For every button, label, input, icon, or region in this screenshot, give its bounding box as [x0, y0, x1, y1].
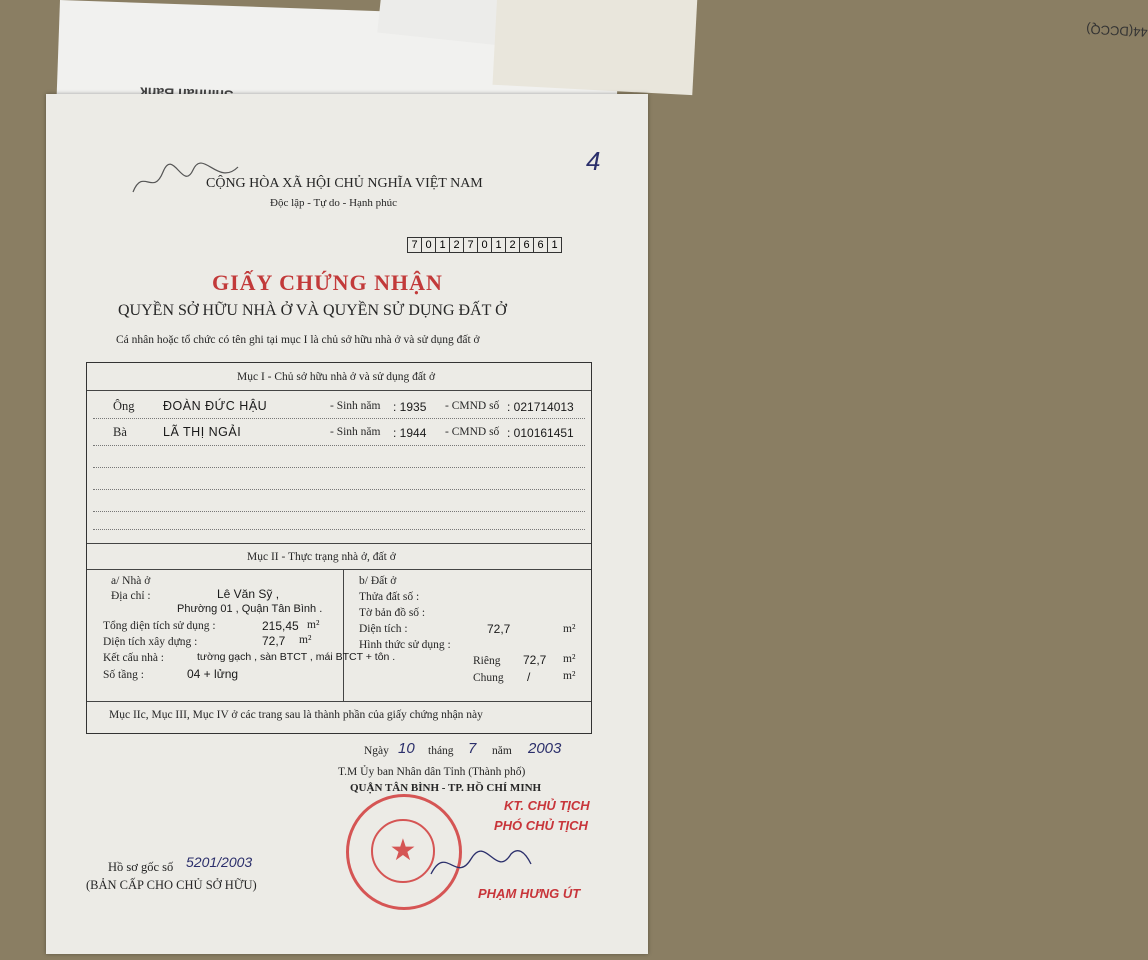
divider: [87, 569, 591, 570]
floors-value: 04 + lửng: [187, 667, 239, 681]
private-value: 72,7: [523, 653, 547, 667]
divider: [87, 701, 591, 702]
owner2-birth-label: - Sinh năm: [330, 426, 381, 438]
owner2-name: LÃ THỊ NGẢI: [163, 425, 242, 439]
star-icon: ★: [389, 834, 417, 867]
issued-note: (BẢN CẤP CHO CHỦ SỞ HỮU): [86, 878, 257, 892]
owner1-id-label: - CMND số: [445, 400, 500, 412]
divider-vertical: [343, 569, 344, 701]
date-year: 2003: [528, 740, 562, 757]
serial-digit: 1: [492, 237, 506, 253]
header-motto: Độc lập - Tự do - Hạnh phúc: [270, 197, 398, 209]
document-title: GIẤY CHỨNG NHẬN: [212, 270, 443, 295]
file-number: 5201/2003: [186, 854, 253, 870]
built-area-unit: m²: [299, 634, 312, 646]
serial-number: [407, 237, 562, 253]
owner2-birth-year: : 1944: [393, 426, 427, 440]
shared-value: /: [527, 670, 531, 684]
land-area-unit: m²: [563, 623, 576, 635]
total-area-unit: m²: [307, 619, 320, 631]
shared-label: Chung: [473, 672, 504, 684]
section2-heading: Mục II - Thực trạng nhà ở, đất ở: [247, 551, 396, 563]
owner2-id-label: - CMND số: [445, 426, 500, 438]
private-unit: m²: [563, 653, 576, 665]
owner1-name: ĐOÀN ĐỨC HẬU: [163, 399, 268, 413]
signature: [426, 834, 536, 894]
owner1-birth-label: - Sinh năm: [330, 400, 381, 412]
date-month: 7: [468, 740, 477, 757]
background-note-paper: [493, 0, 1148, 95]
owner1-title: Ông: [113, 399, 135, 413]
land-heading: b/ Đất ở: [359, 575, 397, 587]
owner1-id: : 021714013: [507, 400, 574, 414]
date-month-label: tháng: [428, 745, 454, 757]
section1-heading: Mục I - Chủ sở hữu nhà ở và sử dụng đất ở: [237, 371, 436, 383]
map-sheet-label: Tờ bản đồ số :: [359, 607, 426, 619]
authority-line2: QUẬN TÂN BÌNH - TP. HỒ CHÍ MINH: [350, 782, 542, 794]
plot-label: Thửa đất số :: [359, 591, 420, 603]
serial-digit: 6: [520, 237, 534, 253]
floors-label: Số tầng :: [103, 669, 144, 681]
document-subtitle: QUYỀN SỞ HỮU NHÀ Ở VÀ QUYỀN SỬ DỤNG ĐẤT Ở: [118, 302, 507, 319]
page-number-handwritten: 4: [586, 146, 601, 176]
serial-digit: 7: [407, 237, 422, 253]
address-line2: Phường 01 , Quận Tân Bình .: [177, 603, 323, 615]
divider: [87, 390, 591, 391]
built-area-value: 72,7: [262, 634, 286, 648]
serial-digit: 7: [464, 237, 478, 253]
house-heading: a/ Nhà ở: [111, 575, 151, 587]
private-label: Riêng: [473, 655, 501, 667]
land-area-label: Diện tích :: [359, 623, 408, 635]
owner1-birth-year: : 1935: [393, 400, 427, 414]
sign-title1: KT. CHỦ TỊCH: [504, 798, 590, 813]
details-table: [86, 362, 592, 734]
structure-value: tường gạch , sàn BTCT , mái BTCT + tôn .: [197, 651, 396, 663]
structure-label: Kết cấu nhà :: [103, 652, 164, 664]
file-label: Hồ sơ gốc số: [108, 860, 174, 874]
serial-digit: 1: [436, 237, 450, 253]
date-day: 10: [398, 740, 415, 757]
serial-digit: 6: [534, 237, 548, 253]
address-line1: Lê Văn Sỹ ,: [217, 587, 280, 601]
intro-text: Cá nhân hoặc tổ chức có tên ghi tại mục I là chủ sở hữu nhà ở và sử dụng đất ở: [116, 334, 480, 346]
footer-note: Mục IIc, Mục III, Mục IV ở các trang sau là thành phần của giấy chứng nhận này: [109, 709, 483, 721]
serial-digit: 0: [478, 237, 492, 253]
total-area-label: Tổng diện tích sử dụng :: [103, 620, 216, 632]
authority-line1: T.M Ủy ban Nhân dân Tỉnh (Thành phố): [338, 766, 526, 778]
serial-digit: 2: [506, 237, 520, 253]
date-day-label: Ngày: [364, 745, 389, 757]
land-area-value: 72,7: [487, 622, 511, 636]
sign-title2: PHÓ CHỦ TỊCH: [494, 818, 588, 833]
certificate-document: [46, 94, 648, 954]
shared-unit: m²: [563, 670, 576, 682]
total-area-value: 215,45: [262, 619, 299, 633]
corner-note: 44(DCCQ): [1085, 21, 1148, 40]
divider: [87, 543, 591, 544]
serial-digit: 0: [422, 237, 436, 253]
serial-digit: 2: [450, 237, 464, 253]
serial-digit: 1: [548, 237, 562, 253]
owner2-title: Bà: [113, 425, 127, 439]
address-label: Địa chỉ :: [111, 590, 151, 602]
owner2-id: : 010161451: [507, 426, 574, 440]
built-area-label: Diện tích xây dựng :: [103, 636, 198, 648]
signer-name: PHẠM HƯNG ÚT: [478, 886, 581, 901]
usage-label: Hình thức sử dụng :: [359, 639, 451, 651]
date-year-label: năm: [492, 745, 512, 757]
header-country: CỘNG HÒA XÃ HỘI CHỦ NGHĨA VIỆT NAM: [206, 176, 483, 191]
